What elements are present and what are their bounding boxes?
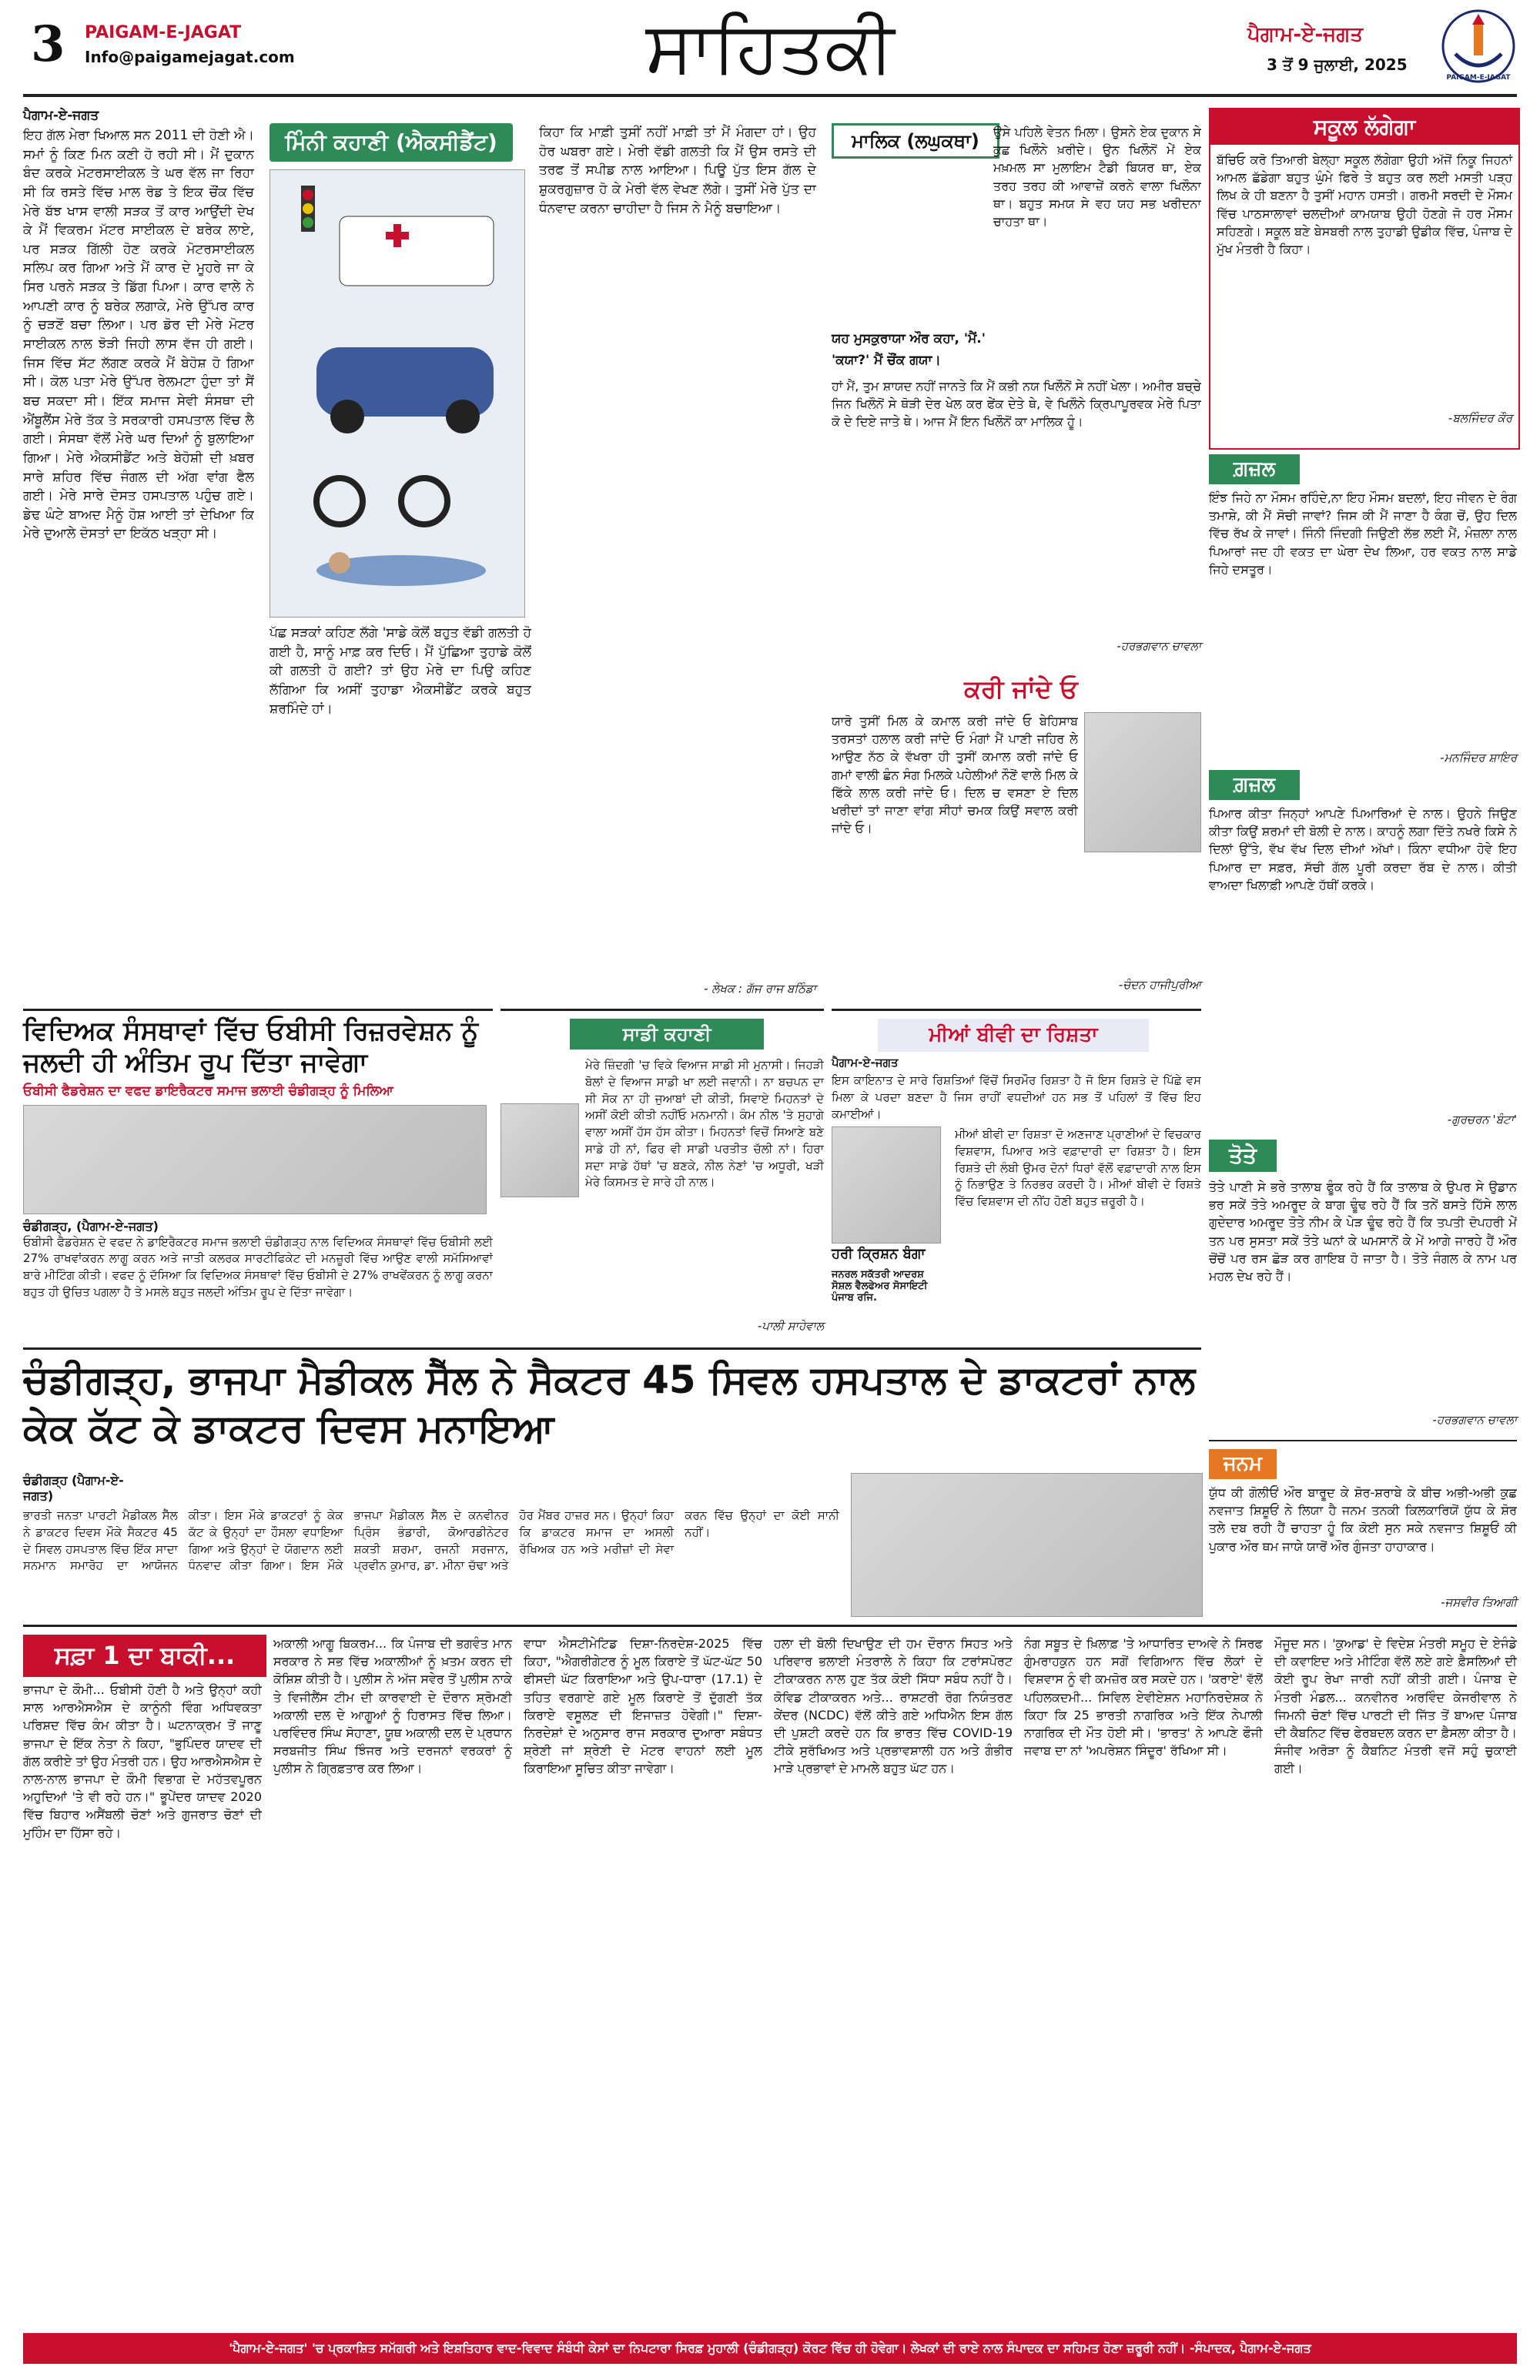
masthead: ਪੈਗਾਮ-ਏ-ਜਗਤ	[1247, 23, 1363, 46]
ghazal-1-text: ਇੰਝ ਜਿਹੇ ਨਾ ਮੌਸਮ ਰਹਿੰਦੇ,ਨਾ ਇਹ ਮੌਸਮ ਬਦਲਾਂ, ਇਹ ਜੀਵਨ ਦੇ ਰੰਗ ਤਮਾਸ਼ੇ, ਕੀ ਮੈਂ ਸੋਚੀ ਜਾਵਾਂ? ਜਿਸ ਕੀ ਮੈਂ ਜਾਣਾ ਹੈ ਕੰਗ ਚੋਂ, ਉਹ ਦਿਲ ਵਿੱਚ ਰੱਖ ਕੇ ਜਾਵਾਂ। ਜਿੰਨੀ ਜਿੰਦਗੀ ਜਿਉਣੀ ਲੱਭ ਲਈ ਮੈਂ, ਮੰਜ਼ਲਾ ਨਾਲ ਪਿਆਰਾਂ ਜਦ ਹੀ ਵਕਤ ਦਾ ਘੇਰਾ ਦੇਖ ਲਿਆ, ਹਰ ਵਕਤ ਨਾਲ ਸਾਡੇ ਜਿਹੇ ਦਸਤੂਰ।	[1209, 490, 1517, 577]
brand-email[interactable]: Info@paigamejagat.com	[85, 48, 295, 66]
page-header	[0, 0, 1540, 100]
continued-section	[23, 1625, 1517, 2320]
continued-col-1: ਭਾਜਪਾ ਦੇ ਕੌਮੀ... ਓਬੀਸੀ ਹੋਣੀ ਹੈ ਅਤੇ ਉਨ੍ਹਾਂ ਕਹੀ ਸਾਲ ਆਰਐਸਐਸ ਦੇ ਕਾਨੂੰਨੀ ਵਿੰਗ ਅਧਿਵਕਤਾ ਪਰਿਸ਼ਦ ਵਿੱਚ ਕੰਮ ਕੀਤਾ ਹੈ। ਘਟਨਾਕ੍ਰਮ ਤੋਂ ਜਾਣੂ ਭਾਜਪਾ ਦੇ ਇੱਕ ਨੇਤਾ ਨੇ ਕਿਹਾ, "ਭੁਪਿੰਦਰ ਯਾਦਵ ਦੀ ਗੱਲ ਕਰੀਏ ਤਾਂ ਉਹ ਮੰਤਰੀ ਹਨ। ਉਹ ਆਰਐਸਐਸ ਦੇ ਨਾਲ-ਨਾਲ ਭਾਜਪਾ ਦੇ ਕੌਮੀ ਵਿਭਾਗ ਦੇ ਮਹੱਤਵਪੂਰਨ ਅਹੁਦਿਆਂ 'ਤੇ ਵੀ ਰਹੇ ਹਨ।" ਭੂਪੇਂਦਰ ਯਾਦਵ 2020 ਵਿੱਚ ਬਿਹਾਰ ਅਸੈਂਬਲੀ ਚੋਣਾਂ ਅਤੇ ਗੁਜਰਾਤ ਚੋਣਾਂ ਦੀ ਮੁਹਿੰਮ ਦਾ ਹਿੱਸਾ ਰਹੇ।	[23, 1682, 262, 1840]
school-text: ਬੱਚਿਓ ਕਰੋ ਤਿਆਰੀ ਬੇਲ੍ਹਾ ਸਕੂਲ ਲੱਗੇਗਾ ਉਹੀ ਅੱਜੋਂ ਨਿਕੂ ਜਿਹਨਾਂ ਆਮਲ ਛੱਡੇਗਾ ਬਹੁਤ ਘੁੰਮੇ ਫਿਰੇ ਤੇ ਬਹੁਤ ਕਰ ਲਈ ਮਸਤੀ ਪੜ੍ਹ ਲਿਖ ਕੇ ਹੀ ਬਣਨਾ ਹੈ ਤੁਸੀਂ ਮਹਾਨ ਹਸਤੀ। ਗਰਮੀ ਸਰਦੀ ਦੇ ਮੌਸਮ ਵਿੱਚ ਪਾਠਸਾਲਾਵਾਂ ਚਲਦੀਆਂ ਕਾਮਯਾਬ ਉਹੀ ਹੋਣਗੇ ਜੋ ਹਰ ਮੌਸਮ ਸਹਿਣਗੇ। ਸਕੂਲ ਬਣੇ ਬੇਸਬਰੀ ਨਾਲ ਤੁਹਾਡੀ ਉਡੀਕ ਵਿੱਚ, ਪੰਜਾਬ ਦੇ ਮੁੱਖ ਮੰਤਰੀ ਹੈ ਕਿਹਾ।	[1217, 152, 1512, 256]
doctors-day-text: ਭਾਰਤੀ ਜਨਤਾ ਪਾਰਟੀ ਮੈਡੀਕਲ ਸੈੱਲ ਨੇ ਡਾਕਟਰ ਦਿਵਸ ਮੌਕੇ ਸੈਕਟਰ 45 ਦੇ ਸਿਵਲ ਹਸਪਤਾਲ ਵਿੱਚ ਇੱਕ ਸਾਦਾ ਸਨਮਾਨ ਸਮਾਰੋਹ ਦਾ ਆਯੋਜਨ ਕੀਤਾ। ਇਸ ਮੌਕੇ ਡਾਕਟਰਾਂ ਨੂੰ ਕੇਕ ਕੱਟ ਕੇ ਉਨ੍ਹਾਂ ਦਾ ਹੌਸਲਾ ਵਧਾਇਆ ਗਿਆ ਅਤੇ ਉਨ੍ਹਾਂ ਦੇ ਯੋਗਦਾਨ ਲਈ ਧੰਨਵਾਦ ਕੀਤਾ ਗਿਆ। ਇਸ ਮੌਕੇ ਭਾਜਪਾ ਮੈਡੀਕਲ ਸੈੱਲ ਦੇ ਕਨਵੀਨਰ ਪ੍ਰਿੰਸ ਭੰਡਾਰੀ, ਕੋਆਰਡੀਨੇਟਰ ਸ਼ਕਤੀ ਸ਼ਰਮਾ, ਰਜਨੀ ਸਰਜਾਨ, ਪ੍ਰਵੀਨ ਕੁਮਾਰ, ਡਾ. ਮੀਨਾ ਚੱਢਾ ਅਤੇ ਹੋਰ ਮੈਂਬਰ ਹਾਜ਼ਰ ਸਨ। ਉਨ੍ਹਾਂ ਕਿਹਾ ਕਿ ਡਾਕਟਰ ਸਮਾਜ ਦਾ ਅਸਲੀ ਰੱਖਿਅਕ ਹਨ ਅਤੇ ਮਰੀਜ਼ਾਂ ਦੀ ਸੇਵਾ ਕਰਨ ਵਿੱਚ ਉਨ੍ਹਾਂ ਦਾ ਕੋਈ ਸਾਨੀ ਨਹੀਂ।	[23, 1508, 839, 1573]
ghazal-2-signature: -ਗੁਰਚਰਨ 'ਬੰਟਾ'	[1447, 1113, 1517, 1126]
footer-disclaimer: 'ਪੈਗਾਮ-ਏ-ਜਗਤ' 'ਚ ਪ੍ਰਕਾਸ਼ਿਤ ਸਮੱਗਰੀ ਅਤੇ ਇਸ਼ਤਿਹਾਰ ਵਾਦ-ਵਿਵਾਦ ਸੰਬੰਧੀ ਕੇਸਾਂ ਦਾ ਨਿਪਟਾਰਾ ਸਿਰਫ਼ ਮੁਹਾਲੀ (ਚੰਡੀਗੜ੍ਹ) ਕੋਰਟ ਵਿੱਚ ਹੀ ਹੋਵੇਗਾ। ਲੇਖਕਾਂ ਦੀ ਰਾਏ ਨਾਲ ਸੰਪਾਦਕ ਦਾ ਸਹਿਮਤ ਹੋਣਾ ਜ਼ਰੂਰੀ ਨਹੀਂ। -ਸੰਪਾਦਕ, ਪੈਗਾਮ-ਏ-ਜਗਤ	[229, 2341, 1311, 2355]
page-number: 3	[31, 15, 65, 73]
mini-story-text-a: ਪੱਛ ਸੜਕਾਂ ਕਹਿਣ ਲੱਗੇ 'ਸਾਡੇ ਕੋਲੋਂ ਬਹੁਤ ਵੱਡੀ ਗਲਤੀ ਹੋ ਗਈ ਹੈ, ਸਾਨੂੰ ਮਾਫ਼ ਕਰ ਦਿਓ। ਮੈਂ ਪੁੱਛਿਆ ਤੁਹਾਡੇ ਕੋਲੋਂ ਕੀ ਗਲਤੀ ਹੋ ਗਈ? ਤਾਂ ਉਹ ਮੇਰੇ ਦਾ ਪਿਉ ਕਹਿਣ ਲੱਗਿਆ ਕਿ ਅਸੀਂ ਤੁਹਾਡਾ ਐਕਸੀਡੈਂਟ ਕਰਕੇ ਬਹੁਤ ਸ਼ਰਮਿੰਦੇ ਹਾਂ।	[270, 625, 531, 717]
tote-poem	[1209, 1140, 1517, 1432]
doctors-day-headline: ਚੰਡੀਗੜ੍ਹ, ਭਾਜਪਾ ਮੈਡੀਕਲ ਸੈੱਲ ਨੇ ਸੈਕਟਰ 45 ਸਿਵਲ ਹਸਪਤਾਲ ਦੇ ਡਾਕਟਰਾਂ ਨਾਲ ਕੇਕ ਕੱਟ ਕੇ ਡਾਕਟਰ ਦਿਵਸ ਮਨਾਇਆ	[23, 1357, 1196, 1451]
ghazal-2	[1209, 770, 1517, 1132]
continued-col-5: ਨੰਗ ਸਬੂਤ ਦੇ ਖ਼ਿਲਾਫ਼ 'ਤੇ ਆਧਾਰਿਤ ਦਾਅਵੇ ਨੇ ਸਿਰਫ ਗੁੰਮਰਾਹਕੁਨ ਹਨ ਸਗੋਂ ਵਿਗਿਆਨ ਵਿੱਚ ਲੋਕਾਂ ਦੇ ਵਿਸ਼ਵਾਸ ਨੂੰ ਵੀ ਕਮਜ਼ੋਰ ਕਰ ਸਕਦੇ ਹਨ। 'ਕਰਾਏ' ਵੱਲੋਂ ਪਹਿਲਕਦਮੀ... ਸਿਵਿਲ ਏਵੀਏਸ਼ਨ ਮਹਾਨਿਰਦੇਸ਼ਕ ਨੇ ਕਿਹਾ ਕਿ 25 ਭਾਰਤੀ ਨਾਗਰਿਕ ਅਤੇ ਇੱਕ ਨੇਪਾਲੀ ਨਾਗਰਿਕ ਦੀ ਮੌਤ ਹੋਈ ਸੀ। 'ਭਾਰਤ' ਨੇ ਆਪਣੇ ਫੌਜੀ ਜਵਾਬ ਦਾ ਨਾਂ 'ਅਪਰੇਸ਼ਨ ਸਿੰਦੂਰ' ਰੱਖਿਆ ਸੀ।	[1024, 1636, 1263, 1759]
saadi-banner: ਸਾਡੀ ਕਹਾਣੀ	[570, 1019, 764, 1049]
saadi-text: ਮੇਰੇ ਜ਼ਿੰਦਗੀ 'ਚ ਵਿਕੇ ਵਿਆਜ ਸਾਡੀ ਸੀ ਮੁਨਾਸੀ। ਜਿਹੜੀ ਬੋਲਾਂ ਦੇ ਵਿਆਜ ਸਾਡੀ ਖਾ ਲਈ ਜਵਾਨੀ। ਨਾ ਬਚਪਨ ਦਾ ਸੀ ਸੋਕ ਨਾ ਹੀ ਜੁਆਬਾਂ ਦੀ ਕੀਤੀ, ਸਿਵਾਏ ਮਿਹਨਤਾਂ ਦੇ ਅਸੀਂ ਕੋਈ ਕੀਤੀ ਨਹੀਂਓ ਮਨਮਾਨੀ। ਕੰਮ ਨੀਲ 'ਤੇ ਸੁਹਾਗੇ ਵਾਲਾ ਅਸੀਂ ਹੱਸ ਹੱਸ ਕੀਤਾ। ਮਿਹਨਤਾਂ ਵਿਚੋਂ ਸਿਆਣੇ ਬਣੇ ਸਾਡੇ ਹੀ ਨਾਂ, ਫਿਰ ਵੀ ਸਾਡੀ ਪਰਤੀਤ ਚੱਲੀ ਨਾਂ। ਹਿਰਾ ਸਦਾ ਸਾਡੇ ਹੱਥਾਂ 'ਚ ਬਣਕੇ, ਨੀਲ ਨੇਣਾਂ 'ਚ ਅਧੂਰੀ, ਖੜੀ ਮੇਰੇ ਕਿਸਮਤ ਦੇ ਸਾਰੇ ਹੀ ਨਾਲ।	[585, 1058, 824, 1190]
kari-signature: -ਚੰਦਨ ਹਾਜੀਪੁਰੀਆ	[1118, 978, 1201, 992]
mian-biwi-author-title: ਜਨਰਲ ਸਕੱਤਰੀ ਆਦਰਸ਼ ਸੋਸ਼ਲ ਵੈਲਫੇਅਰ ਸੋਸਾਇਟੀ ਪੰਜਾਬ ਰਜਿ.	[832, 1269, 928, 1304]
ghazal-1-signature: -ਮਨਜਿੰਦਰ ਸ਼ਾਇਰ	[1440, 751, 1517, 765]
malik-quote-2: 'ਕਯਾ?' ਮੈਂ ਚੌਂਕ ਗਯਾ।	[832, 353, 941, 368]
malik-story	[832, 108, 1201, 662]
paper-logo	[1440, 8, 1517, 85]
ghazal-1	[1209, 454, 1517, 765]
left-story-text: ਇਹ ਗੱਲ ਮੇਰਾ ਖਿਆਲ ਸਨ 2011 ਦੀ ਹੋਣੀ ਐ। ਸਮਾਂ ਨੂੰ ਕਿਣ ਮਿਨ ਕਣੀ ਹੋ ਰਹੀ ਸੀ। ਮੈਂ ਦੁਕਾਨ ਬੰਦ ਕਰਕੇ ਮੋਟਰਸਾਈਕਲ ਤੇ ਘਰ ਵੱਲ ਜਾ ਰਿਹਾ ਸੀ ਕਿ ਰਸਤੇ ਵਿੱਚ ਮਾਲ ਰੋਡ ਤੇ ਇਕ ਚੌਂਕ ਵਿੱਚ ਮੇਰੇ ਬੱਝ ਖਾਸ ਵਾਲੀ ਸੜਕ ਤੋਂ ਕਾਰ ਆਉਂਦੀ ਦੇਖ ਕੇ ਮੈਂ ਵਿਕਰਮ ਮੱਟਰ ਸਾਈਕਲ ਦੇ ਬਰੇਕ ਲਾਏ, ਪਰ ਸੜਕ ਗਿੱਲੀ ਹੋਣ ਕਰਕੇ ਮੋਟਰਸਾਈਕਲ ਸਲਿਪ ਕਰ ਗਿਆ ਅਤੇ ਮੈਂ ਕਾਰ ਦੇ ਮੂਹਰੇ ਜਾ ਕੇ ਸਿਰ ਪਰਨੇ ਸੜਕ ਤੇ ਡਿੱਗ ਪਿਆ। ਕਾਰ ਵਾਲੇ ਨੇ ਆਪਣੀ ਕਾਰ ਨੂੰ ਬਰੇਕ ਲਗਾਕੇ, ਮੇਰੇ ਉੱਪਰ ਕਾਰ ਨੂੰ ਚੜਣੋਂ ਬਚਾ ਲਿਆ। ਪਰ ਡੋਰ ਦੀ ਮੇਰੇ ਮੋਟਰ ਸਾਈਕਲ ਨਾਲ ਝੋੜੀ ਜਿਹੀ ਲਾਸ ਵੱਜ ਹੀ ਗਈ। ਜਿਸ ਵਿੱਚ ਸੱਟ ਲੱਗਣ ਕਰਕੇ ਮੈਂ ਬੇਹੋਸ਼ ਹੋ ਗਿਆ ਸੀ। ਕੋਲ ਪਤਾ ਮੇਰੇ ਉੱਪਰ ਰੇਲਮਟਾ ਹੁੰਦਾ ਤਾਂ ਸੈਂ ਬਚ ਸਕਦਾ ਸੀ। ਇੱਕ ਸਮਾਜ ਸੇਵੀ ਸੰਸਥਾ ਦੀ ਐਂਬੂਲੈਂਸ ਮੇਰੇ ਤੱਕ ਤੇ ਸਰਕਾਰੀ ਹਸਪਤਾਲ ਵਿੱਚ ਲੈ ਗਈ। ਸੰਸਥਾ ਵੱਲੋਂ ਮੇਰੇ ਘਰ ਦਿਆਂ ਨੂੰ ਬੁਲਾਇਆ ਗਿਆ। ਮੇਰੇ ਐਕਸੀਡੈਂਟ ਅਤੇ ਬੇਹੋਸ਼ੀ ਦੀ ਖ਼ਬਰ ਸਾਰੇ ਸ਼ਹਿਰ ਵਿੱਚ ਜੰਗਲ ਦੀ ਅੱਗ ਵਾਂਗ ਫੈਲ ਗਈ। ਮੇਰੇ ਸਾਰੇ ਦੋਸਤ ਹਸਪਤਾਲ ਪਹੁੰਚ ਗਏ। ਡੇਢ ਘੰਟੇ ਬਾਅਦ ਮੈਨੂੰ ਹੋਸ਼ ਆਈ ਤਾਂ ਦੇਖਿਆ ਕਿ ਮੇਰੇ ਦੁਆਲੇ ਦੋਸਤਾਂ ਦਾ ਇਕੱਠ ਖੜ੍ਹਾ ਸੀ।	[23, 128, 254, 542]
mian-biwi-author-photo	[832, 1126, 941, 1244]
obc-dateline: ਚੰਡੀਗੜ੍ਹ, (ਪੈਗਾਮ-ਏ-ਜਗਤ)	[23, 1218, 159, 1234]
mini-story-signature: - ਲੇਖਕ : ਗੱਜ ਰਾਜ ਬਠਿੰਡਾ	[704, 982, 816, 996]
accident-illustration	[270, 169, 525, 618]
doctors-day-news	[23, 1347, 1201, 1619]
left-dateline: ਪੈਗਾਮ-ਏ-ਜਗਤ	[23, 108, 99, 123]
malik-quote-1: ਯਹ ਮੁਸਕੁਰਾਯਾ ਔਰ ਕਹਾ, 'ਮੈਂ.'	[832, 331, 986, 346]
mini-story-banner: ਮਿੰਨੀ ਕਹਾਣੀ (ਐਕਸੀਡੈਂਟ)	[270, 123, 513, 162]
doctors-day-dateline: ਚੰਡੀਗੜ੍ਹ (ਪੈਗਾਮ-ਏ-ਜਗਤ)	[23, 1473, 124, 1503]
kari-author-photo	[1084, 712, 1201, 852]
obc-photo	[23, 1105, 487, 1214]
mian-biwi-author-name: ਹਰੀ ਕ੍ਰਿਸ਼ਨ ਬੰਗਾ	[832, 1246, 926, 1262]
janam-banner: ਜਨਮ	[1209, 1449, 1277, 1479]
continued-col-4: ਹਲਾ ਦੀ ਬੋਲੀ ਦਿਖਾਉਣ ਦੀ ਹਮ ਦੌਰਾਨ ਸਿਹਤ ਅਤੇ ਪਰਿਵਾਰ ਭਲਾਈ ਮੰਤਰਾਲੇ ਨੇ ਕਿਹਾ ਕਿ ਟਰਾਂਸਪੋਰਟ ਟੀਕਾਕਰਨ ਨਾਲ ਹੁਣ ਤੱਕ ਕੋਈ ਸਿੱਧਾ ਸਬੰਧ ਨਹੀਂ ਹੈ। ਕੋਵਿਡ ਟੀਕਾਕਰਨ ਅਤੇ... ਰਾਸ਼ਟਰੀ ਰੋਗ ਨਿਯੰਤਰਣ ਕੇਂਦਰ (NCDC) ਵੱਲੋਂ ਕੀਤੇ ਗਏ ਅਧਿਐਨ ਇਸ ਗੱਲ ਦੀ ਪੁਸ਼ਟੀ ਕਰਦੇ ਹਨ ਕਿ ਭਾਰਤ ਵਿੱਚ COVID-19 ਟੀਕੇ ਸੁਰੱਖਿਅਤ ਅਤੇ ਪ੍ਰਭਾਵਸ਼ਾਲੀ ਹਨ ਅਤੇ ਗੰਭੀਰ ਮਾੜੇ ਪ੍ਰਭਾਵਾਂ ਦੇ ਮਾਮਲੇ ਬਹੁਤ ਘੱਟ ਹਨ।	[774, 1636, 1013, 1776]
janam-poem	[1209, 1440, 1517, 1618]
kari-banner: ਕਰੀ ਜਾਂਦੇ ਓ	[901, 670, 1141, 709]
tote-banner: ਤੋਤੇ	[1209, 1140, 1277, 1172]
mian-biwi-lead: ਇਸ ਕਾਇਨਾਤ ਦੇ ਸਾਰੇ ਰਿਸ਼ਤਿਆਂ ਵਿੱਚੋਂ ਸਿਰਮੌਰ ਰਿਸ਼ਤਾ ਹੈ ਜੋ ਇਸ ਰਿਸ਼ਤੇ ਦੇ ਪਿੱਛੇ ਵਸ ਮਿਲਾ ਕੇ ਪਰਦਾ ਬਣਦਾ ਹੈ ਜਿਸ ਰਾਹੀਂ ਵਧਦੀਆਂ ਹਨ ਸਭ ਤੋਂ ਪਹਿਲਾਂ ਤੋਂ ਵਿੱਚ ਇਹ ਕਮਾਈਆਂ।	[832, 1073, 1201, 1119]
malik-signature: -ਹਰਭਗਵਾਨ ਚਾਵਲਾ	[1116, 639, 1201, 653]
footer-bar	[23, 2333, 1517, 2364]
brand-name: PAIGAM-E-JAGAT	[85, 23, 242, 42]
malik-text-2: ਹਾਂ ਮੈਂ, ਤੁਮ ਸ਼ਾਯਦ ਨਹੀਂ ਜਾਨਤੇ ਕਿ ਮੈਂ ਕਭੀ ਨਯ ਖਿਲੌਨੋਂ ਸੇ ਨਹੀਂ ਖੇਲਾ। ਅਮੀਰ ਬਚ੍ਚੇ ਜਿਨ ਖਿਲੌਨੋਂ ਸੇ ਥੋੜੀ ਦੇਰ ਖੇਲ ਕਰ ਫੇਂਕ ਦੇਤੇ ਥੇ, ਵੇ ਖਿਲੌਨੇ ਕ੍ਰਿਪਾਪੂਰਵਕ ਮੇਰੇ ਪਿਤਾ ਕੋ ਦੇ ਦਿਏ ਜਾਤੇ ਥੇ। ਆਜ ਮੈਂ ਇਨ ਖਿਲੌਨੋਂ ਕਾ ਮਾਲਿਕ ਹੂੰ।	[832, 379, 1201, 430]
mian-biwi	[832, 1009, 1201, 1342]
saadi-author-photo	[500, 1103, 579, 1197]
mini-story-text-b: ਕਿਹਾ ਕਿ ਮਾਫ਼ੀ ਤੁਸੀਂ ਨਹੀਂ ਮਾਫ਼ੀ ਤਾਂ ਮੈਂ ਮੰਗਦਾ ਹਾਂ। ਉਹ ਹੋਰ ਘਬਰਾ ਗਏ। ਮੇਰੀ ਵੱਡੀ ਗਲਤੀ ਕਿ ਮੈਂ ਉਸ ਰਸਤੇ ਦੀ ਤਰਫ ਤੋਂ ਸਪੀਡ ਨਾਲ ਆਇਆ। ਪਿਊ ਪੁੱਤ ਇਸ ਗੱਲ ਦੇ ਸ਼ੁਕਰਗੁਜ਼ਾਰ ਹੋ ਕੇ ਮੇਰੀ ਵੱਲ ਵੇਖਣ ਲੱਗੇ। ਤੁਸੀਂ ਮੇਰੇ ਪੁੱਤ ਦਾ ਧੰਨਵਾਦ ਕਰਨਾ ਚਾਹੀਦਾ ਹੈ ਜਿਸ ਨੇ ਮੈਨੂੰ ਬਚਾਇਆ।	[539, 125, 816, 216]
tote-signature: -ਹਰਭਗਵਾਨ ਚਾਵਲਾ	[1432, 1413, 1517, 1427]
saadi-kahani	[500, 1009, 824, 1342]
left-story-column	[23, 108, 254, 1005]
kari-text: ਯਾਰੋ ਤੁਸੀਂ ਮਿਲ ਕੇ ਕਮਾਲ ਕਰੀ ਜਾਂਦੇ ਓ ਬੇਹਿਸਾਬ ਤਰਸਤਾਂ ਹਲਾਲ ਕਰੀ ਜਾਂਦੇ ਓ ਮੰਗਾਂ ਮੈਂ ਪਾਣੀ ਜਹਿਰ ਲੇ ਆਉਣ ਨੱਠ ਕੇ ਵੱਖਰਾ ਹੀ ਤੁਸੀਂ ਕਮਾਲ ਕਰੀ ਜਾਂਦੇ ਓ ਗਮਾਂ ਵਾਲੀ ਛੰਨ ਸੰਗ ਮਿਲਕੇ ਪਹੇਲੀਆਂ ਨੌਣੋਂ ਵਾਲੇ ਮਿਲ ਕੇ ਫਿੱਕੇ ਲਾਲ ਕਰੀ ਜਾਂਦੇ ਓ। ਦਿਲ ਚ ਵਸਣਾ ਏ ਦਿਲ ਖਰੀਦਾਂ ਤਾਂ ਜਾਣਾ ਵਾਂਗ ਸੀਹਾਂ ਚਮਕ ਕਿਉਂ ਸਵਾਲ ਕਰੀ ਜਾਂਦੇ ਓ।	[832, 714, 1078, 836]
issue-date: 3 ਤੋਂ 9 ਜੁਲਾਈ, 2025	[1267, 55, 1408, 74]
obc-headline: ਵਿਦਿਅਕ ਸੰਸਥਾਵਾਂ ਵਿੱਚ ਓਬੀਸੀ ਰਿਜ਼ਰਵੇਸ਼ਨ ਨੂੰ ਜਲਦੀ ਹੀ ਅੰਤਿਮ ਰੂਪ ਦਿੱਤਾ ਜਾਵੇਗਾ	[23, 1016, 479, 1078]
continued-col-2: ਅਕਾਲੀ ਆਗੂ ਬਿਕਰਮ... ਕਿ ਪੰਜਾਬ ਦੀ ਭਗਵੰਤ ਮਾਨ ਸਰਕਾਰ ਨੇ ਸਭ ਵਿੱਚ ਅਕਾਲੀਆਂ ਨੂੰ ਖ਼ਤਮ ਕਰਨ ਦੀ ਕੋਸ਼ਿਸ਼ ਕੀਤੀ ਹੈ। ਪੁਲੀਸ ਨੇ ਅੱਜ ਸਵੇਰ ਤੋਂ ਪੁਲੀਸ ਨਾਕੇ ਤੇ ਵਿਜੀਲੈਂਸ ਟੀਮ ਦੀ ਕਾਰਵਾਈ ਦੇ ਦੌਰਾਨ ਸ਼੍ਰੋਮਣੀ ਅਕਾਲੀ ਦਲ ਦੇ ਆਗੂਆਂ ਨੂੰ ਹਿਰਾਸਤ ਵਿੱਚ ਲਿਆ। ਪਰਵਿੰਦਰ ਸਿੰਘ ਸੋਹਾਣਾ, ਯੂਥ ਅਕਾਲੀ ਦਲ ਦੇ ਪ੍ਰਧਾਨ ਸਰਬਜੀਤ ਸਿੰਘ ਝਿੰਜਰ ਅਤੇ ਦਰਜਨਾਂ ਵਰਕਰਾਂ ਨੂੰ ਪੁਲੀਸ ਨੇ ਗ੍ਰਿਫ਼ਤਾਰ ਕਰ ਲਿਆ।	[273, 1636, 512, 1776]
obc-news	[23, 1009, 493, 1342]
mian-biwi-banner: ਮੀਆਂ ਬੀਵੀ ਦਾ ਰਿਸ਼ਤਾ	[878, 1019, 1149, 1052]
section-title: ਸਾਹਿਤਕੀ	[645, 6, 895, 89]
ghazal-2-banner: ਗ਼ਜ਼ਲ	[1209, 770, 1300, 800]
obc-text: ਓਬੀਸੀ ਫੈਡਰੇਸ਼ਨ ਦੇ ਵਫਦ ਨੇ ਡਾਇਰੈਕਟਰ ਸਮਾਜ ਭਲਾਈ ਚੰਡੀਗੜ੍ਹ ਨਾਲ ਵਿਦਿਅਕ ਸੰਸਥਾਵਾਂ ਵਿੱਚ ਓਬੀਸੀ ਲਈ 27% ਰਾਖਵਾਂਕਰਨ ਲਾਗੂ ਕਰਨ ਅਤੇ ਜਾਤੀ ਕਲਰਕ ਸਾਰਟੀਫਿਕੇਟ ਦੀ ਮਨਜ਼ੂਰੀ ਵਿੱਚ ਆਉਣ ਵਾਲੀ ਸਮੱਸਿਆਵਾਂ ਬਾਰੇ ਮੀਟਿੰਗ ਕੀਤੀ। ਵਫਦ ਨੂੰ ਦੱਸਿਆ ਕਿ ਵਿਦਿਅਕ ਸੰਸਥਾਵਾਂ ਵਿੱਚ ਓਬੀਸੀ ਦੇ 27% ਰਾਖਵੇਂਕਰਨ ਨੂੰ ਲਾਗੂ ਕਰਨਾ ਬਹੁਤ ਹੀ ਉਚਿਤ ਪਗਲਾ ਹੈ ਤੇ ਮਸਲੇ ਬਹੁਤ ਜਲਦੀ ਅੰਤਿਮ ਰੂਪ ਦੇ ਦਿੱਤਾ ਜਾਵੇਗਾ।	[23, 1234, 493, 1299]
mian-biwi-text: ਮੀਆਂ ਬੀਵੀ ਦਾ ਰਿਸ਼ਤਾ ਦੋ ਅਣਜਾਣ ਪ੍ਰਾਣੀਆਂ ਦੇ ਵਿਚਕਾਰ ਵਿਸ਼ਵਾਸ, ਪਿਆਰ ਅਤੇ ਵਫ਼ਾਦਾਰੀ ਦਾ ਰਿਸ਼ਤਾ ਹੈ। ਇਸ ਰਿਸ਼ਤੇ ਦੀ ਲੰਬੀ ਉਮਰ ਦੋਨਾਂ ਧਿਰਾਂ ਵੱਲੋਂ ਵਫ਼ਾਦਾਰੀ ਨਾਲ ਇਸ ਨੂੰ ਨਿਭਾਉਣ ਤੇ ਨਿਰਭਰ ਕਰਦੀ ਹੈ। ਮੀਆਂ ਬੀਵੀ ਦੇ ਰਿਸ਼ਤੇ ਵਿੱਚ ਵਿਸ਼ਵਾਸ ਦੀ ਨੀਂਹ ਹੋਣੀ ਬਹੁਤ ਜ਼ਰੂਰੀ ਹੈ।	[955, 1127, 1201, 1208]
malik-banner: ਮਾਲਿਕ (ਲਘੁਕਥਾ)	[832, 123, 999, 159]
tote-text: ਤੋਤੇ ਪਾਣੀ ਸੇ ਭਰੇ ਤਾਲਾਬ ਫੂੰਕ ਰਹੇ ਹੈਂ ਕਿ ਤਾਲਾਬ ਕੇ ਉਪਰ ਸੇ ਉਡਾਨ ਭਰ ਸਕੇਂ ਤੋਤੇ ਅਮਰੂਦ ਕੇ ਬਾਗ ਢੂੰਢ ਰਹੇ ਹੈਂ ਕਿ ਤਨੇਂ ਬਸਤੇ ਹਿੱਸੇ ਲਾਲ ਗੁਦੇਦਾਰ ਅਮਰੂਦ ਤੋਤੇ ਨੀਮ ਕੇ ਪੇੜ ਢੂੰਢ ਰਹੇ ਹੈਂ ਕਿ ਤਪਤੀ ਦੋਪਹਰੀ ਮੇਂ ਤਨ ਪਰ ਸੁਸਤਾ ਸਕੇਂ ਤੋਤੇ ਘਨਾਂ ਕੇ ਘਮਸਾਨੋਂ ਕੇ ਮੇਂ ਆਗੇ ਜਾਰਹੇ ਹੈਂ ਔਰ ਚੋਂਚੋਂ ਪਰ ਰਸ ਛੋੜ ਕਰ ਗਾਇਬ ਹੋ ਜਾਤਾ ਹੈ। ਤੋਤੇ ਜੰਗਲ ਕੇ ਨਾਮ ਪਰ ਮਹਲ ਦੇਖ ਰਹੇ ਹੈਂ।	[1209, 1180, 1517, 1284]
obc-subhead: ਓਬੀਸੀ ਫੈਡਰੇਸ਼ਨ ਦਾ ਵਫਦ ਡਾਇਰੈਕਟਰ ਸਮਾਜ ਭਲਾਈ ਚੰਡੀਗੜ੍ਹ ਨੂੰ ਮਿਲਿਆ	[23, 1083, 393, 1099]
mini-story-block	[262, 108, 824, 1005]
kari-poem	[832, 670, 1201, 1001]
mian-biwi-dateline: ਪੈਗਾਮ-ਏ-ਜਗਤ	[832, 1056, 899, 1069]
janam-signature: -ਜਸਵੀਰ ਤਿਆਗੀ	[1441, 1595, 1517, 1609]
saadi-signature: -ਪਾਲੀ ਸਾਹੇਵਾਲ	[757, 1319, 824, 1333]
malik-text: ਉਸੇ ਪਹਿਲੇ ਵੇਤਨ ਮਿਲਾ। ਉਸਨੇ ਏਕ ਦੁਕਾਨ ਸੇ ਕੁਛ ਖਿਲੌਨੇ ਖ਼ਰੀਦੇ। ਉਨ ਖਿਲੌਨੋਂ ਮੇਂ ਏਕ ਮਖ਼ਮਲ ਸਾ ਮੁਲਾਇਮ ਟੈਡੀ ਬਿਯਰ ਥਾ, ਏਕ ਤਰਹ ਤਰਹ ਕੀ ਆਵਾਜ਼ੇਂ ਕਰਨੇ ਵਾਲਾ ਖਿਲੌਨਾ ਥਾ। ਬਹੁਤ ਸਮਯ ਸੇ ਵਹ ਯਹ ਸਭ ਖਰੀਦਨਾ ਚਾਹਤਾ ਥਾ।	[993, 125, 1201, 229]
continued-col-6: ਮੌਜੂਦ ਸਨ। 'ਕੁਆਡ' ਦੇ ਵਿਦੇਸ਼ ਮੰਤਰੀ ਸਮੂਹ ਦੇ ਏਜੰਡੇ ਦੀ ਕਵਾਇਦ ਅਤੇ ਮੀਟਿੰਗ ਵੱਲੋਂ ਲਏ ਗਏ ਫ਼ੈਸਲਿਆਂ ਦੀ ਕੋਈ ਰੂਪ ਰੇਖਾ ਜਾਰੀ ਨਹੀਂ ਕੀਤੀ ਗਈ। ਪੰਜਾਬ ਦੇ ਮੰਤਰੀ ਮੰਡਲ... ਕਨਵੀਨਰ ਅਰਵਿੰਦ ਕੇਜਰੀਵਾਲ ਨੇ ਜਿਮਨੀ ਚੋਣਾਂ ਵਿੱਚ ਪਾਰਟੀ ਦੀ ਜਿੱਤ ਤੋਂ ਬਾਅਦ ਪੰਜਾਬ ਦੀ ਕੈਬਨਿਟ ਵਿੱਚ ਫੇਰਬਦਲ ਕਰਨ ਦਾ ਫ਼ੈਸਲਾ ਕੀਤਾ ਹੈ। ਸੰਜੀਵ ਅਰੋੜਾ ਨੂੰ ਕੈਬਨਿਟ ਮੰਤਰੀ ਵਜੋਂ ਸਹੁੰ ਚੁਕਾਈ ਗਈ।	[1274, 1636, 1517, 1776]
ghazal-1-banner: ਗ਼ਜ਼ਲ	[1209, 454, 1300, 484]
janam-text: ਯੁੱਧ ਕੀ ਗੋਲੀਓਂ ਔਰ ਬਾਰੂਦ ਕੇ ਸ਼ੋਰ-ਸ਼ਰਾਬੇ ਕੇ ਬੀਚ ਅਭੀ-ਅਭੀ ਕੁਛ ਨਵਜਾਤ ਸ਼ਿਸ਼ੂਓਂ ਨੇ ਲਿਯਾ ਹੈ ਜਨਮ ਤਨਕੀ ਕਿਲਕਾਰਿਯੋਂ ਯੁੱਧ ਕੇ ਸ਼ੋਰ ਤਲੇ ਦਬ ਰਹੀ ਹੈਂ ਚਾਹਤਾ ਹੂੰ ਕਿ ਕੋਈ ਸੁਨ ਸਕੇ ਨਵਜਾਤ ਸ਼ਿਸ਼ੂਓਂ ਕੀ ਪੁਕਾਰ ਔਰ ਥਮ ਜਾਯੇ ਯਾਰੋਂ ਔਰ ਗੁੰਜਤਾ ਹਾਹਾਕਾਰ।	[1209, 1485, 1517, 1554]
school-banner: ਸਕੂਲ ਲੱਗੇਗਾ	[1210, 109, 1518, 145]
continued-col-3: ਵਾਧਾ ਐਸਟੀਮੇਟਿਡ ਦਿਸ਼ਾ-ਨਿਰਦੇਸ਼-2025 ਵਿੱਚ ਕਿਹਾ, "ਐਗਰੀਗੇਟਰ ਨੂੰ ਮੂਲ ਕਿਰਾਏ ਤੋਂ ਘੱਟ-ਘੱਟ 50 ਫੀਸਦੀ ਘੱਟ ਕਿਰਾਇਆ ਅਤੇ ਉਪ-ਧਾਰਾ (17.1) ਦੇ ਤਹਿਤ ਵਰਗਾਏ ਗਏ ਮੂਲ ਕਿਰਾਏ ਤੋਂ ਦੁੱਗਣੀ ਤੱਕ ਕਿਰਾਏ ਵਸੂਲਣ ਦੀ ਇਜਾਜ਼ਤ ਹੋਵੇਗੀ।" ਦਿਸ਼ਾ-ਨਿਰਦੇਸ਼ਾਂ ਦੇ ਅਨੁਸਾਰ ਰਾਜ ਸਰਕਾਰ ਦੁਆਰਾ ਸਬੰਧਤ ਸ਼੍ਰੇਣੀ ਜਾਂ ਸ਼੍ਰੇਣੀ ਦੇ ਮੋਟਰ ਵਾਹਨਾਂ ਲਈ ਮੂਲ ਕਿਰਾਇਆ ਸੂਚਿਤ ਕੀਤਾ ਜਾਵੇਗਾ।	[524, 1636, 762, 1776]
school-signature: -ਬਲਜਿੰਦਰ ਕੌਰ	[1448, 411, 1512, 425]
header-rule	[23, 94, 1517, 97]
doctors-day-photo	[851, 1473, 1203, 1617]
school-poem	[1209, 108, 1520, 450]
logo-text: PAIGAM-E-JAGAT	[1446, 74, 1511, 82]
continued-banner: ਸਫ਼ਾ 1 ਦਾ ਬਾਕੀ...	[23, 1635, 266, 1677]
ghazal-2-text: ਪਿਆਰ ਕੀਤਾ ਜਿਨ੍ਹਾਂ ਆਪਣੇ ਪਿਆਰਿਆਂ ਦੇ ਨਾਲ। ਉਹਨੇ ਜਿਉਣ ਕੀਤਾ ਕਿਉਂ ਸ਼ਰਮਾਂ ਦੀ ਬੋਲੀ ਦੇ ਨਾਲ। ਕਾਹਨੂੰ ਲਗਾ ਦਿੱਤੇ ਨਖਰੇ ਕਿਸੇ ਨੇ ਦਿਲਾਂ ਉੱਤੇ, ਵੱਖ ਵੱਖ ਦਿਲ ਦੀਆਂ ਅੱਖਾਂ। ਕਿੰਨਾ ਵਧੀਆ ਹੋਵੇ ਇਹ ਪਿਆਰ ਦਾ ਸਫ਼ਰ, ਸੱਚੀ ਗੱਲ ਪੂਰੀ ਕਰਦਾ ਰੱਬ ਦੇ ਨਾਲ। ਕੀਤੀ ਵਾਅਦਾ ਖਿਲਾਫ਼ੀ ਆਪਣੇ ਹੱਥੀਂ ਕਰਕੇ।	[1209, 806, 1517, 892]
